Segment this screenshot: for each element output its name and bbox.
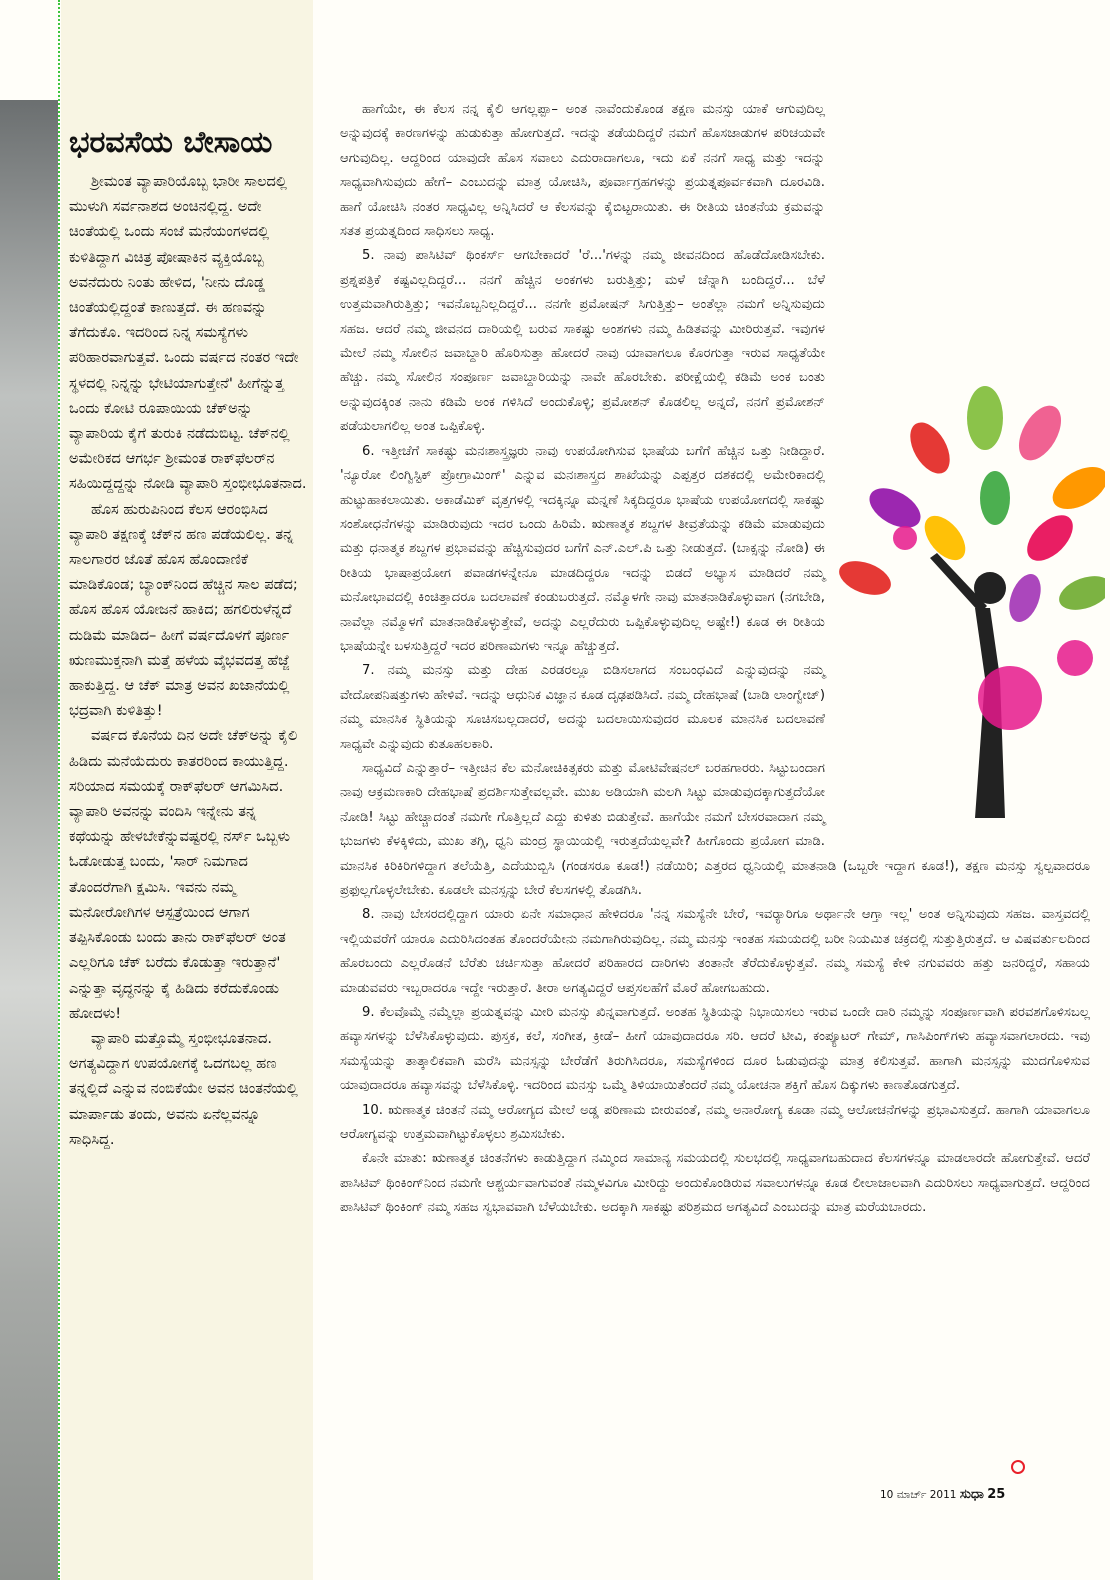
article-paragraph: ಹಾಗೆಯೇ, ಈ ಕೆಲಸ ನನ್ನ ಕೈಲಿ ಆಗಲ್ಲಪ್ಪಾ– ಅಂತ ನಾವೆಂದುಕೊಂಡ ತಕ್ಷಣ ಮನಸ್ಸು ಯಾಕೆ ಆಗುವುದಿಲ್ಲ ಅನ್ನುವುದಕ್ಕೆ ಕಾರಣಗಳನ್ನು ಹುಡುಕುತ್ತಾ ಹೋಗುತ್ತದೆ. ಇದನ್ನು ತಡೆಯದಿದ್ದರೆ ನಮಗೆ ಹೊಸಜಾಡುಗಳ ಪರಿಚಯವೇ ಆಗುವುದಿಲ್ಲ. ಆದ್ದರಿಂದ ಯಾವುದೇ ಹೊಸ ಸವಾಲು ಎದುರಾದಾಗಲೂ, ಇದು ಏಕೆ ನನಗೆ ಸಾಧ್ಯ ಮತ್ತು ಇದನ್ನು ಸಾಧ್ಯವಾಗಿಸುವುದು ಹೇಗೆ– ಎಂಬುದನ್ನು ಮಾತ್ರ ಯೋಚಿಸಿ, ಪೂರ್ವಾಗ್ರಹಗಳನ್ನು ಪ್ರಯತ್ನಪೂರ್ವಕವಾಗಿ ದೂರವಿಡಿ. ಹಾಗೆ ಯೋಚಿಸಿ ನಂತರ ಸಾಧ್ಯವಿಲ್ಲ ಅನ್ನಿಸಿದರೆ ಆ ಕೆಲಸವನ್ನು ಕೈಬಿಟ್ಟರಾಯಿತು. ಈ ರೀತಿಯ ಚಿಂತನೆಯ ಕ್ರಮವನ್ನು ಸತತ ಪ್ರಯತ್ನದಿಂದ ಸಾಧಿಸಲು ಸಾಧ್ಯ.	[340, 102, 825, 240]
article-paragraph: 10. ಋಣಾತ್ಮಕ ಚಿಂತನೆ ನಮ್ಮ ಆರೋಗ್ಯದ ಮೇಲೆ ಅಡ್ಡ ಪರಿಣಾಮ ಬೀರುವಂತೆ, ನಮ್ಮ ಅನಾರೋಗ್ಯ ಕೂಡಾ ನಮ್ಮ ಆಲೋಚನೆಗಳನ್ನು ಪ್ರಭಾವಿಸುತ್ತದೆ. ಹಾಗಾಗಿ ಯಾವಾಗಲೂ ಆರೋಗ್ಯವನ್ನು ಉತ್ತಮವಾಗಿಟ್ಟುಕೊಳ್ಳಲು ಶ್ರಮಿಸಬೇಕು.	[340, 1102, 1090, 1143]
article-paragraph: 8. ನಾವು ಬೇಸರದಲ್ಲಿದ್ದಾಗ ಯಾರು ಏನೇ ಸಮಾಧಾನ ಹೇಳಿದರೂ 'ನನ್ನ ಸಮಸ್ಯೆನೇ ಬೇರೆ, ಇವರ್‍ಯಾರಿಗೂ ಅರ್ಥಾನೇ ಆಗ್ತಾ ಇಲ್ಲ' ಅಂತ ಅನ್ನಿಸುವುದು ಸಹಜ. ವಾಸ್ತವದಲ್ಲಿ ಇಲ್ಲಿಯವರೆಗೆ ಯಾರೂ ಎದುರಿಸಿದಂತಹ ತೊಂದರೆಯೇನು ನಮಗಾಗಿರುವುದಿಲ್ಲ. ನಮ್ಮ ಮನಸ್ಸು ಇಂತಹ ಸಮಯದಲ್ಲಿ ಬರೀ ನಿಯಮಿತ ಚಕ್ರದಲ್ಲಿ ಸುತ್ತುತ್ತಿರುತ್ತದೆ. ಆ ವಿಷವರ್ತುಲದಿಂದ ಹೊರಬಂದು ಎಲ್ಲರೊಡನೆ ಬೆರೆತು ಚರ್ಚಿಸುತ್ತಾ ಹೋದರೆ ಪರಿಹಾರದ ದಾರಿಗಳು ತಂತಾನೇ ತೆರೆದುಕೊಳ್ಳುತ್ತವೆ. ನಮ್ಮ ಸಮಸ್ಯೆ ಕೇಳಿ ನಗುವವರು ಹತ್ತು ಜನರಿದ್ದರೆ, ಸಹಾಯ ಮಾಡುವವರು ಇಬ್ಬರಾದರೂ ಇದ್ದೇ ಇರುತ್ತಾರೆ. ತೀರಾ ಅಗತ್ಯವಿದ್ದರೆ ಆಪ್ತಸಲಹೆಗೆ ಮೊರೆ ಹೋಗಬಹುದು.	[340, 907, 1090, 996]
article-paragraph: 9. ಕೆಲವೊಮ್ಮೆ ನಮ್ಮೆಲ್ಲಾ ಪ್ರಯತ್ನವನ್ನು ಮೀರಿ ಮನಸ್ಸು ಖಿನ್ನವಾಗುತ್ತದೆ. ಅಂತಹ ಸ್ಥಿತಿಯನ್ನು ನಿಭಾಯಿಸಲು ಇರುವ ಒಂದೇ ದಾರಿ ನಮ್ಮನ್ನು ಸಂಪೂರ್ಣವಾಗಿ ಪರವಶಗೊಳಿಸಬಲ್ಲ ಹವ್ಯಾಸಗಳನ್ನು ಬೆಳೆಸಿಕೊಳ್ಳುವುದು. ಪುಸ್ತಕ, ಕಲೆ, ಸಂಗೀತ, ಕ್ರೀಡೆ– ಹೀಗೆ ಯಾವುದಾದರೂ ಸರಿ. ಆದರೆ ಟೀವಿ, ಕಂಪ್ಯೂಟರ್ ಗೇಮ್, ಗಾಸಿಪಿಂಗ್‌ಗಳು ಹವ್ಯಾಸವಾಗಲಾರದು. ಇವು ಸಮಸ್ಯೆಯನ್ನು ತಾತ್ಕಾಲಿಕವಾಗಿ ಮರೆಸಿ ಮನಸ್ಸನ್ನು ಬೇರೆಡೆಗೆ ತಿರುಗಿಸಿದರೂ, ಸಮಸ್ಯೆಗಳಿಂದ ದೂರ ಓಡುವುದನ್ನು ಮಾತ್ರ ಕಲಿಸುತ್ತವೆ. ಹಾಗಾಗಿ ಮನಸ್ಸನ್ನು ಮುದಗೊಳಿಸುವ ಯಾವುದಾದರೂ ಹವ್ಯಾಸವನ್ನು ಬೆಳೆಸಿಕೊಳ್ಳಿ. ಇದರಿಂದ ಮನಸ್ಸು ಒಮ್ಮೆ ತಿಳಿಯಾಯಿತೆಂದರೆ ನಮ್ಮ ಯೋಚನಾ ಶಕ್ತಿಗೆ ಹೊಸ ದಿಕ್ಕುಗಳು ಕಾಣತೊಡಗುತ್ತದೆ.	[340, 1005, 1090, 1094]
article-paragraph: ಕೊನೇ ಮಾತು: ಋಣಾತ್ಮಕ ಚಿಂತನೆಗಳು ಕಾಡುತ್ತಿದ್ದಾಗ ನಮ್ಮಿಂದ ಸಾಮಾನ್ಯ ಸಮಯದಲ್ಲಿ ಸುಲಭದಲ್ಲಿ ಸಾಧ್ಯವಾಗಬಹುದಾದ ಕೆಲಸಗಳನ್ನೂ ಮಾಡಲಾರದೇ ಹೋಗುತ್ತೇವೆ. ಆದರೆ ಪಾಸಿಟಿವ್ ಥಿಂಕಿಂಗ್‌ನಿಂದ ನಮಗೇ ಆಶ್ಚರ್ಯವಾಗುವಂತೆ ನಮ್ಮಳವಿಗೂ ಮೀರಿದ್ದು ಅಂದುಕೊಂಡಿರುವ ಸವಾಲುಗಳನ್ನೂ ಕೂಡ ಲೀಲಾಜಾಲವಾಗಿ ಎದುರಿಸಲು ಸಾಧ್ಯವಾಗುತ್ತದೆ. ಆದ್ದರಿಂದ ಪಾಸಿಟಿವ್ ಥಿಂಕಿಂಗ್ ನಮ್ಮ ಸಹಜ ಸ್ವಭಾವವಾಗಿ ಬೆಳೆಯಬೇಕು. ಅದಕ್ಕಾಗಿ ಸಾಕಷ್ಟು ಪರಿಶ್ರಮದ ಅಗತ್ಯವಿದೆ ಎಂಬುದನ್ನು ಮಾತ್ರ ಮರೆಯಬಾರದು.	[340, 1151, 1090, 1216]
sidebar-box	[61, 0, 313, 1580]
article-paragraph: ಸಾಧ್ಯವಿದೆ ಎನ್ನುತ್ತಾರೆ– ಇತ್ತೀಚಿನ ಕೆಲ ಮನೋಚಿಕಿತ್ಸಕರು ಮತ್ತು ಮೋಟಿವೇಷನಲ್ ಬರಹಗಾರರು. ಸಿಟ್ಟುಬಂದಾಗ ನಾವು ಆಕ್ರಮಣಕಾರಿ ದೇಹಭಾಷೆ ಪ್ರದರ್ಶಿಸುತ್ತೇವಲ್ಲವೇ. ಮುಖ ಅಡಿಯಾಗಿ ಮಲಗಿ ಸಿಟ್ಟು ಮಾಡುವುದಕ್ಕಾಗುತ್ತದೆಯೋ ನೋಡಿ! ಸಿಟ್ಟು ಹೇಚ್ಚಾದಂತೆ ನಮಗೇ ಗೊತ್ತಿಲ್ಲದೆ ಎದ್ದು ಕುಳಿತು ಬಿಡುತ್ತೇವೆ. ಹಾಗೆಯೇ ನಮಗೆ ಬೇಸರವಾದಾಗ ನಮ್ಮ ಭುಜಗಳು ಕೆಳಕ್ಕಿಳಿದು, ಮುಖ ತಗ್ಗಿ, ಧ್ವನಿ ಮಂದ್ರ ಸ್ಥಾಯಿಯಲ್ಲಿ ಇರುತ್ತದೆಯಲ್ಲವೇ? ಹೀಗೊಂದು ಪ್ರಯೋಗ ಮಾಡಿ. ಮಾನಸಿಕ ಕಿರಿಕಿರಿಗಳಿದ್ದಾಗ ತಲೆಯೆತ್ತಿ, ಎದೆಯುಬ್ಬಿಸಿ (ಗಂಡಸರೂ ಕೂಡ!) ನಡೆಯಿರಿ; ಎತ್ತರದ ಧ್ವನಿಯಲ್ಲಿ ಮಾತನಾಡಿ (ಒಬ್ಬರೇ ಇದ್ದಾಗ ಕೂಡ!), ತಕ್ಷಣ ಮನಸ್ಸು ಸ್ವಲ್ಪವಾದರೂ ಪ್ರಫುಲ್ಲಗೊಳ್ಳಲೇಬೇಕು. ಕೂಡಲೇ ಮನಸ್ಸನ್ನು ಬೇರೆ ಕೆಲಸಗಳಲ್ಲಿ ತೊಡಗಿಸಿ.	[340, 760, 1090, 898]
tree-illustration	[835, 378, 1105, 838]
end-mark-icon	[1011, 1460, 1025, 1474]
side-photo	[0, 100, 58, 1580]
page-number: 25	[987, 1487, 1006, 1502]
article-paragraph: 6. ಇತ್ತೀಚೆಗೆ ಸಾಕಷ್ಟು ಮನಃಶಾಸ್ತ್ರಜ್ಞರು ನಾವು ಉಪಯೋಗಿಸುವ ಭಾಷೆಯ ಬಗೆಗೆ ಹೆಚ್ಚಿನ ಒತ್ತು ನೀಡಿದ್ದಾರೆ. 'ನ್ಯೂರೋ ಲಿಂಗ್ವಿಸ್ಟಿಕ್ ಪ್ರೋಗ್ರಾಮಿಂಗ್' ಎನ್ನುವ ಮನಃಶಾಸ್ತ್ರದ ಶಾಖೆಯನ್ನು ಎಪ್ಪತ್ತರ ದಶಕದಲ್ಲಿ ಅಮೇರಿಕಾದಲ್ಲಿ ಹುಟ್ಟುಹಾಕಲಾಯಿತು. ಅಕಾಡೆಮಿಕ್ ವೃತ್ತಗಳಲ್ಲಿ ಇದಕ್ಕಿನ್ನೂ ಮನ್ನಣೆ ಸಿಕ್ಕದಿದ್ದರೂ ಭಾಷೆಯ ಉಪಯೋಗದಲ್ಲಿ ಸಾಕಷ್ಟು ಸಂಶೋಧನೆಗಳನ್ನು ಮಾಡಿರುವುದು ಇದರ ಒಂದು ಹಿರಿಮೆ. ಋಣಾತ್ಮಕ ಶಬ್ದಗಳ ತೀವ್ರತೆಯನ್ನು ಕಡಿಮೆ ಮಾಡುವುದು ಮತ್ತು ಧನಾತ್ಮಕ ಶಬ್ದಗಳ ಪ್ರಭಾವವನ್ನು ಹೆಚ್ಚಿಸುವುದರ ಬಗೆಗೆ ಎನ್.ಎಲ್.ಪಿ ಒತ್ತು ನೀಡುತ್ತದೆ. (ಬಾಕ್ಸನ್ನು ನೋಡಿ) ಈ ರೀತಿಯ ಭಾಷಾಪ್ರಯೋಗ ಪವಾಡಗಳನ್ನೇನೂ ಮಾಡದಿದ್ದರೂ ಇದನ್ನು ಬಿಡದೆ ಅಭ್ಯಾಸ ಮಾಡಿದರೆ ನಮ್ಮ ಮನೋಭಾವದಲ್ಲಿ ಕಿಂಚಿತ್ತಾದರೂ ಬದಲಾವಣೆ ಕಂಡುಬರುತ್ತದೆ. ನಮ್ಮೊಳಗೇ ನಾವು ಮಾತನಾಡಿಕೊಳ್ಳುವಾಗ (ನಗಬೇಡಿ, ನಾವೆಲ್ಲಾ ನಮ್ಮೊಳಗೆ ಮಾತನಾಡಿಕೊಳ್ಳುತ್ತೇವೆ, ಅದನ್ನು ಎಲ್ಲರೆದುರು ಒಪ್ಪಿಕೊಳ್ಳುವುದಿಲ್ಲ ಅಷ್ಟೇ!) ಕೂಡ ಈ ರೀತಿಯ ಭಾಷೆಯನ್ನೇ ಬಳಸುತ್ತಿದ್ದರೆ ಇದರ ಪರಿಣಾಮಗಳು ಇನ್ನೂ ಹೆಚ್ಚುತ್ತದೆ.	[340, 443, 825, 654]
sidebar-paragraph: ಹೊಸ ಹುರುಪಿನಿಂದ ಕೆಲಸ ಆರಂಭಿಸಿದ ವ್ಯಾಪಾರಿ ತಕ್ಷಣಕ್ಕೆ ಚೆಕ್‌ನ ಹಣ ಪಡೆಯಲಿಲ್ಲ. ತನ್ನ ಸಾಲಗಾರರ ಜೊತೆ ಹೊಸ ಹೊಂದಾಣಿಕೆ ಮಾಡಿಕೊಂಡ; ಬ್ಯಾಂಕ್‌ನಿಂದ ಹೆಚ್ಚಿನ ಸಾಲ ಪಡೆದ; ಹೊಸ ಹೊಸ ಯೋಜನೆ ಹಾಕಿದ; ಹಗಲಿರುಳೆನ್ನದೆ ದುಡಿಮೆ ಮಾಡಿದ– ಹೀಗೆ ವರ್ಷದೊಳಗೆ ಪೂರ್ಣ ಋಣಮುಕ್ತನಾಗಿ ಮತ್ತೆ ಹಳೆಯ ವೈಭವದತ್ತ ಹೆಜ್ಜೆ ಹಾಕುತ್ತಿದ್ದ. ಆ ಚೆಕ್ ಮಾತ್ರ ಅವನ ಖಜಾನೆಯಲ್ಲಿ ಭದ್ರವಾಗಿ ಕುಳಿತಿತ್ತು!	[69, 500, 298, 720]
issue-date: 10 ಮಾರ್ಚ್ 2011	[880, 1489, 957, 1501]
magazine-name: ಸುಧಾ	[959, 1487, 984, 1502]
article-paragraph: 5. ನಾವು ಪಾಸಿಟಿವ್ ಥಿಂಕರ್ಸ್ ಆಗಬೇಕಾದರೆ 'ರೆ...'ಗಳನ್ನು ನಮ್ಮ ಜೀವನದಿಂದ ಹೊಡೆದೋಡಿಸಬೇಕು. ಪ್ರಶ್ನಪತ್ರಿಕೆ ಕಷ್ಟವಿಲ್ಲದಿದ್ದರೆ... ನನಗೆ ಹೆಚ್ಚಿನ ಅಂಕಗಳು ಬರುತ್ತಿತ್ತು; ಮಳೆ ಚೆನ್ನಾಗಿ ಬಂದಿದ್ದರೆ... ಬೆಳೆ ಉತ್ತಮವಾಗಿರುತ್ತಿತ್ತು; ಇವನೊಬ್ಬನಿಲ್ಲದಿದ್ದರೆ... ನನಗೇ ಪ್ರಮೋಷನ್ ಸಿಗುತ್ತಿತ್ತು– ಅಂತೆಲ್ಲಾ ನಮಗೆ ಅನ್ನಿಸುವುದು ಸಹಜ. ಆದರೆ ನಮ್ಮ ಜೀವನದ ದಾರಿಯಲ್ಲಿ ಬರುವ ಸಾಕಷ್ಟು ಅಂಶಗಳು ನಮ್ಮ ಹಿಡಿತವನ್ನು ಮೀರಿರುತ್ತವೆ. ಇವುಗಳ ಮೇಲೆ ನಮ್ಮ ಸೋಲಿನ ಜವಾಬ್ದಾರಿ ಹೊರಿಸುತ್ತಾ ಹೋದರೆ ನಾವು ಯಾವಾಗಲೂ ಕೊರಗುತ್ತಾ ಇರುವ ಸಾಧ್ಯತೆಯೇ ಹೆಚ್ಚು. ನಮ್ಮ ಸೋಲಿನ ಸಂಪೂರ್ಣ ಜವಾಬ್ದಾರಿಯನ್ನು ನಾವೇ ಹೊರಬೇಕು. ಪರೀಕ್ಷೆಯಲ್ಲಿ ಕಡಿಮೆ ಅಂಕ ಬಂತು ಅನ್ನುವುದಕ್ಕಿಂತ ನಾನು ಕಡಿಮೆ ಅಂಕ ಗಳಿಸಿದೆ ಅಂದುಕೊಳ್ಳಿ; ಪ್ರಮೋಶನ್ ಕೊಡಲಿಲ್ಲ ಅನ್ನದೆ, ನನಗೆ ಪ್ರಮೋಶನ್ ಪಡೆಯಲಾಗಲಿಲ್ಲ ಅಂತ ಒಪ್ಪಿಕೊಳ್ಳಿ.	[340, 248, 825, 435]
divider-line	[58, 0, 60, 1580]
sidebar-paragraph: ವ್ಯಾಪಾರಿ ಮತ್ತೊಮ್ಮೆ ಸ್ತಂಭೀಭೂತನಾದ. ಅಗತ್ಯವಿದ್ದಾಗ ಉಪಯೋಗಕ್ಕೆ ಒದಗಬಲ್ಲ ಹಣ ತನ್ನಲ್ಲಿದೆ ಎನ್ನುವ ನಂಬಿಕೆಯೇ ಅವನ ಚಿಂತನೆಯಲ್ಲಿ ಮಾರ್ಪಾಡು ತಂದು, ಅವನು ಏನೆಲ್ಲವನ್ನೂ ಸಾಧಿಸಿದ್ದ.	[69, 1029, 298, 1148]
article-paragraph: 7. ನಮ್ಮ ಮನಸ್ಸು ಮತ್ತು ದೇಹ ಎರಡರಲ್ಲೂ ಬಿಡಿಸಲಾಗದ ಸಂಬಂಧವಿದೆ ಎನ್ನುವುದನ್ನು ನಮ್ಮ ವೇದೋಪನಿಷತ್ತುಗಳು ಹೇಳಿವೆ. ಇದನ್ನು ಆಧುನಿಕ ವಿಜ್ಞಾನ ಕೂಡ ದೃಢಪಡಿಸಿದೆ. ನಮ್ಮ ದೇಹಭಾಷೆ (ಬಾಡಿ ಲಾಂಗ್ವೇಜ್) ನಮ್ಮ ಮಾನಸಿಕ ಸ್ಥಿತಿಯನ್ನು ಸೂಚಿಸಬಲ್ಲದಾದರೆ, ಅದನ್ನು ಬದಲಾಯಿಸುವುದರ ಮೂಲಕ ಮಾನಸಿಕ ಬದಲಾವಣೆ ಸಾಧ್ಯವೇ ಎನ್ನುವುದು ಕುತೂಹಲಕಾರಿ.	[340, 663, 825, 752]
article-body	[340, 98, 1090, 1221]
sidebar-paragraph: ವರ್ಷದ ಕೊನೆಯ ದಿನ ಅದೇ ಚೆಕ್‌ಅನ್ನು ಕೈಲಿ ಹಿಡಿದು ಮನೆಯೆದುರು ಕಾತರರಿಂದ ಕಾಯುತ್ತಿದ್ದ. ಸರಿಯಾದ ಸಮಯಕ್ಕೆ ರಾಕ್‌ಫೆಲರ್ ಆಗಮಿಸಿದ. ವ್ಯಾಪಾರಿ ಅವನನ್ನು ವಂದಿಸಿ ಇನ್ನೇನು ತನ್ನ ಕಥೆಯನ್ನು ಹೇಳಬೇಕೆನ್ನುವಷ್ಟರಲ್ಲಿ ನರ್ಸ್ ಒಬ್ಬಳು ಓಡೋಡುತ್ತ ಬಂದು, 'ಸಾರ್ ನಿಮಗಾದ ತೊಂದರೆಗಾಗಿ ಕ್ಷಮಿಸಿ. ಇವನು ನಮ್ಮ ಮನೋರೋಗಿಗಳ ಆಸ್ಪತ್ರೆಯಿಂದ ಆಗಾಗ ತಪ್ಪಿಸಿಕೊಂಡು ಬಂದು ತಾನು ರಾಕ್‌ಫೆಲರ್ ಅಂತ ಎಲ್ಲರಿಗೂ ಚೆಕ್ ಬರೆದು ಕೊಡುತ್ತಾ ಇರುತ್ತಾನೆ' ಎನ್ನುತ್ತಾ ವೃದ್ಧನನ್ನು ಕೈ ಹಿಡಿದು ಕರೆದುಕೊಂಡು ಹೋದಳು!	[69, 727, 298, 1022]
sidebar-paragraph: ಶ್ರೀಮಂತ ವ್ಯಾಪಾರಿಯೊಬ್ಬ ಭಾರೀ ಸಾಲದಲ್ಲಿ ಮುಳುಗಿ ಸರ್ವನಾಶದ ಅಂಚಿನಲ್ಲಿದ್ದ. ಅದೇ ಚಿಂತೆಯಲ್ಲಿ ಒಂದು ಸಂಜೆ ಮನೆಯಂಗಳದಲ್ಲಿ ಕುಳಿತಿದ್ದಾಗ ವಿಚಿತ್ರ ಪೋಷಾಕಿನ ವ್ಯಕ್ತಿಯೊಬ್ಬ ಅವನೆದುರು ನಿಂತು ಹೇಳಿದ, 'ನೀನು ದೊಡ್ಡ ಚಿಂತೆಯಲ್ಲಿದ್ದಂತೆ ಕಾಣುತ್ತದೆ. ಈ ಹಣವನ್ನು ತೆಗೆದುಕೊ. ಇದರಿಂದ ನಿನ್ನ ಸಮಸ್ಯೆಗಳು ಪರಿಹಾರವಾಗುತ್ತವೆ. ಒಂದು ವರ್ಷದ ನಂತರ ಇದೇ ಸ್ಥಳದಲ್ಲಿ ನಿನ್ನನ್ನು ಭೇಟಿಯಾಗುತ್ತೇನೆ' ಹೀಗೆನ್ನುತ್ತ ಒಂದು ಕೋಟಿ ರೂಪಾಯಿಯ ಚೆಕ್‌ಅನ್ನು ವ್ಯಾಪಾರಿಯ ಕೈಗೆ ತುರುಕಿ ನಡೆದುಬಿಟ್ಟ. ಚೆಕ್‌ನಲ್ಲಿ ಅಮೇರಿಕದ ಆಗರ್ಭ ಶ್ರೀಮಂತ ರಾಕ್‌ಫೆಲರ್‌ನ ಸಹಿಯಿದ್ದದ್ದನ್ನು ನೋಡಿ ವ್ಯಾಪಾರಿ ಸ್ತಂಭೀಭೂತನಾದ.	[69, 173, 307, 493]
page-footer	[880, 1487, 1005, 1502]
sidebar-title: ಭರವಸೆಯ ಬೇಸಾಯ	[69, 125, 273, 160]
